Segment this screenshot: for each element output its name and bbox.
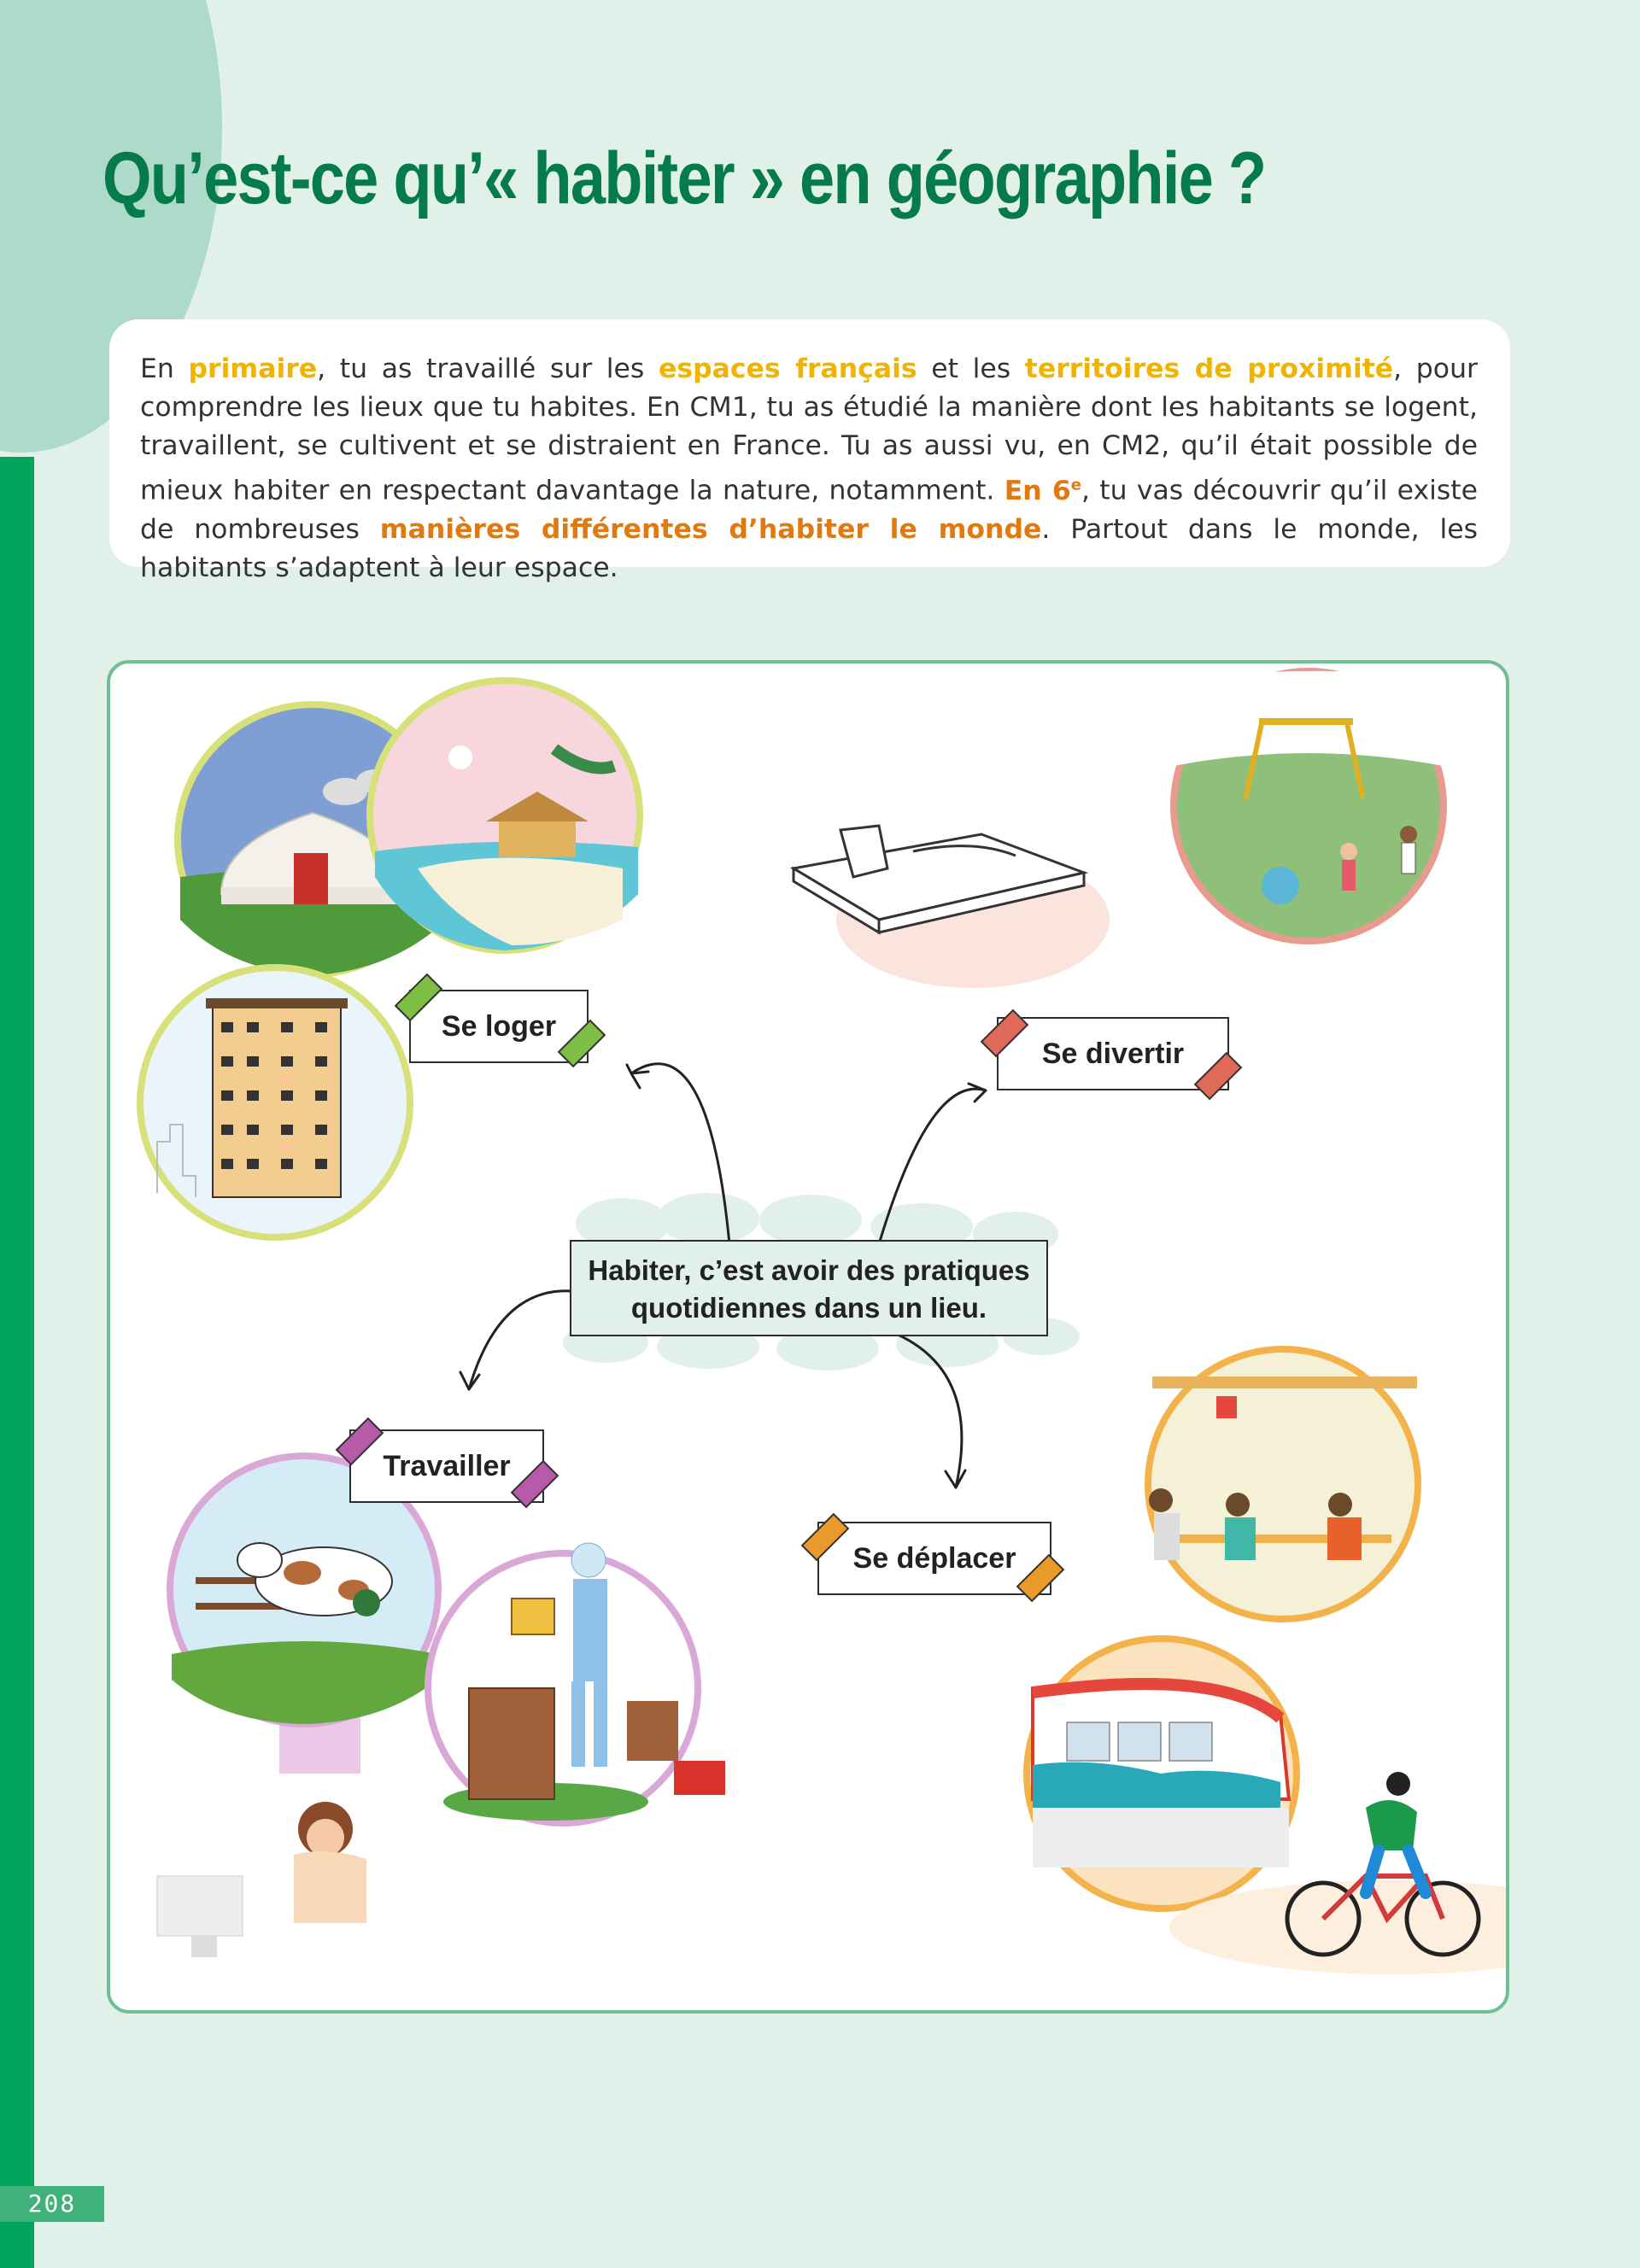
- left-accent-bar: [0, 457, 34, 2268]
- page-number: 208: [0, 2186, 104, 2222]
- highlight-manieres: manières différentes d’habiter le monde: [379, 513, 1042, 545]
- highlight-territoires: territoires de proximité: [1024, 354, 1394, 384]
- diagram-panel: [107, 660, 1509, 2014]
- central-definition: Habiter, c’est avoir des pratiques quotidiennes dans un lieu.: [570, 1240, 1048, 1336]
- beach-hut-illustration: [370, 681, 640, 950]
- label-travailler: Travailler: [349, 1429, 544, 1503]
- intro-box: [109, 319, 1510, 583]
- intro-text: En primaire, tu as travaillé sur les espaces français et les territoires de proximité, pour comprendre les lieux que tu habites. En CM1, tu as étudié la manière dont les habitants se logent, travaillent, se cultivent et se distraient en France. Tu as aussi vu, en CM2, qu’il était possible de mieux habiter en respectant davantage la nature, notamment. En 6e, tu vas découvrir qu’il existe de nombreuses manières différentes d’habiter le monde. Partout dans le monde, les habitants s’adaptent à leur espace.: [140, 354, 1479, 583]
- label-se-deplacer: Se déplacer: [817, 1522, 1051, 1595]
- skatepark-illustration: [794, 826, 1110, 988]
- bus-stop-illustration: [1148, 1349, 1418, 1619]
- highlight-espaces: espaces français: [658, 354, 917, 384]
- highlight-primaire: primaire: [188, 354, 318, 384]
- farm-cow-illustration: [170, 1456, 438, 1774]
- playground-park-illustration: [1174, 671, 1444, 941]
- highlight-6e: En 6e: [1004, 475, 1081, 506]
- office-worker-illustration: [157, 1802, 366, 1957]
- apartment-building-illustration: [140, 967, 410, 1237]
- beekeeper-illustration: [428, 1543, 725, 1823]
- train-illustration: [1027, 1639, 1297, 1909]
- label-se-divertir: Se divertir: [997, 1017, 1229, 1090]
- page-title: Qu’est-ce qu’« habiter » en géographie ?: [102, 137, 1266, 219]
- label-se-loger: Se loger: [409, 990, 589, 1063]
- diagram-illustrations: [110, 663, 1509, 2014]
